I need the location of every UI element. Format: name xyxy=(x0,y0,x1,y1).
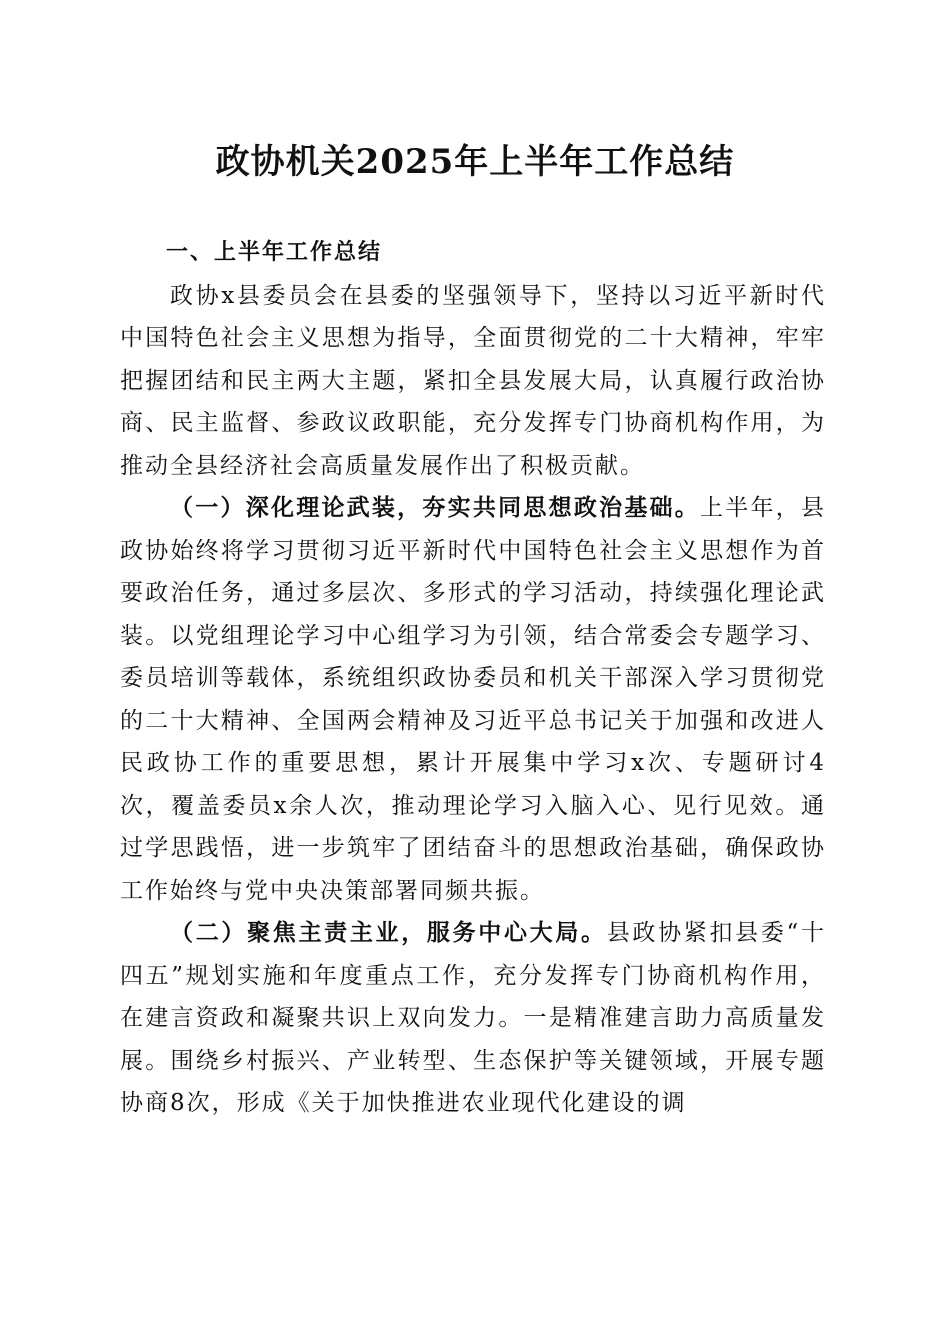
subsection-2-paragraph xyxy=(120,912,826,1125)
subsection-1-paragraph xyxy=(120,487,826,912)
document-title: 政协机关2025年上半年工作总结 xyxy=(215,142,735,182)
intro-paragraph: 政协x县委员会在县委的坚强领导下，坚持以习近平新时代中国特色社会主义思想为指导，全面贯彻党的二十大精神，牢牢把握团结和民主两大主题，紧扣全县发展大局，认真履行政治协商、民主监督、参政议政职能，充分发挥专门协商机构作用，为推动全县经济社会高质量发展作出了积极贡献。 xyxy=(120,282,826,479)
subsection-1-body: 上半年，县政协始终将学习贯彻习近平新时代中国特色社会主义思想作为首要政治任务，通过多层次、多形式的学习活动，持续强化理论武装。以党组理论学习中心组学习为引领，结合常委会专题学习、委员培训等载体，系统组织政协委员和机关干部深入学习贯彻党的二十大精神、全国两会精神及习近平总书记关于加强和改进人民政协工作的重要思想，累计开展集中学习x次、专题研讨4次，覆盖委员x余人次，推动理论学习入脑入心、见行见效。通过学思践悟，进一步筑牢了团结奋斗的思想政治基础，确保政协工作始终与党中央决策部署同频共振。 xyxy=(120,495,827,904)
section-heading: 一、上半年工作总结 xyxy=(166,240,383,265)
document-body xyxy=(120,232,826,1125)
subsection-2-lead: （二）聚焦主责主业，服务中心大局。 xyxy=(170,919,607,946)
subsection-1-lead: （一）深化理论武装，夯实共同思想政治基础。 xyxy=(170,494,701,521)
subsection-2-body: 县政协紧扣县委“十四五”规划实施和年度重点工作，充分发挥专门协商机构作用，在建言资政和凝聚共识上双向发力。一是精准建言助力高质量发展。围绕乡村振兴、产业转型、生态保护等关键领域，开展专题协商8次，形成《关于加快推进农业现代化建设的调 xyxy=(120,920,827,1116)
